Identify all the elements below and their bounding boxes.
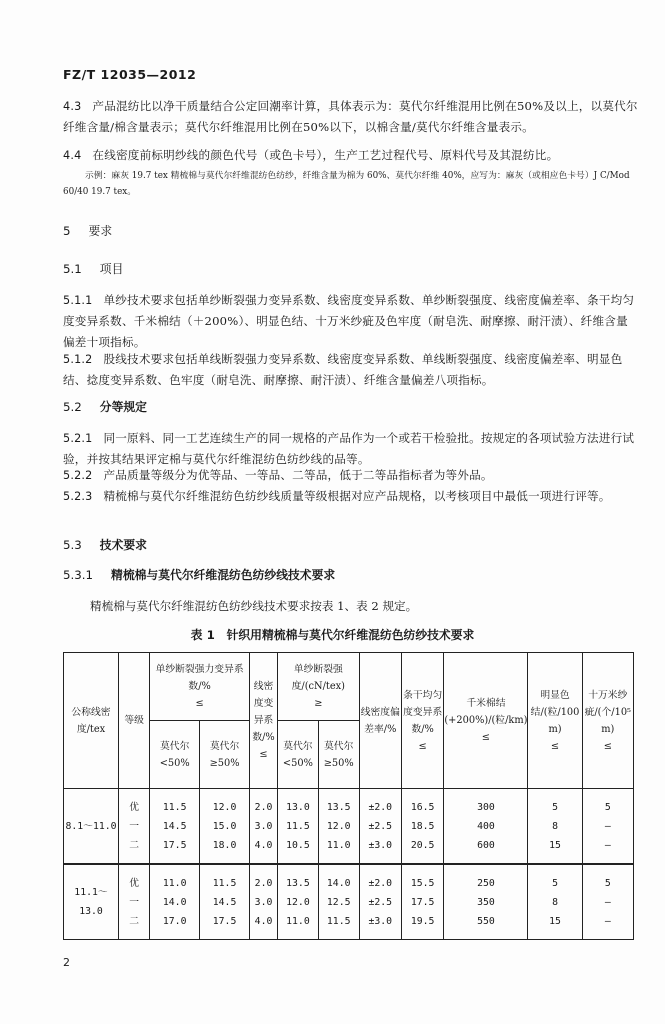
ten_lt-value: 10.5 bbox=[286, 839, 310, 851]
sub-header-modal-ge50: 莫代尔≥50% bbox=[200, 721, 250, 789]
clause-number: 5.2.1 bbox=[63, 432, 93, 445]
col-header-evenness-cv: 条干均匀度变异系数/% ≤ bbox=[401, 653, 443, 789]
cv_lt-cell bbox=[150, 789, 200, 865]
section-5-3-heading: 5.3 技术要求 bbox=[63, 538, 147, 552]
cv_ge-value: 11.5 bbox=[212, 877, 237, 889]
clause-text: 精梳棉与莫代尔纤维混纺色纺纱线质量等级根据对应产品规格，以考核项目中最低一项进行评等。 bbox=[103, 489, 611, 503]
ten_lt-value: 11.0 bbox=[286, 915, 310, 927]
knots-value: 15 bbox=[549, 915, 561, 927]
even-value: 19.5 bbox=[410, 915, 435, 927]
lin-value: 4.0 bbox=[254, 915, 273, 927]
col-header-density-deviation: 线密度偏差率/% bbox=[359, 653, 401, 789]
section-5-1-heading: 5.1 项目 bbox=[63, 262, 124, 276]
cv_lt-value: 17.0 bbox=[162, 915, 187, 927]
lin-cell bbox=[250, 864, 278, 940]
cv_ge-value: 15.0 bbox=[212, 820, 237, 832]
ten_ge-value: 13.5 bbox=[326, 801, 351, 813]
ten_lt-value: 11.5 bbox=[286, 820, 310, 832]
neps-cell bbox=[444, 789, 528, 865]
neps-value: 300 bbox=[477, 801, 495, 813]
neps-cell bbox=[444, 864, 528, 940]
ten_ge-value: 12.0 bbox=[326, 820, 351, 832]
clause-number: 4.3 bbox=[63, 100, 82, 113]
faults-value: — bbox=[604, 839, 611, 851]
clause-5-1-1 bbox=[63, 290, 638, 353]
lin-value: 2.0 bbox=[254, 801, 273, 813]
sub-header-modal-lt50: 莫代尔<50% bbox=[278, 721, 319, 789]
dev-value: ±3.0 bbox=[368, 915, 393, 927]
grades-value: 优 bbox=[129, 877, 140, 889]
clause-5-1-2 bbox=[63, 349, 638, 391]
lin-value: 4.0 bbox=[254, 839, 273, 851]
faults-cell bbox=[582, 789, 633, 865]
grades-value: 二 bbox=[129, 839, 140, 851]
clause-5-2-3 bbox=[63, 486, 638, 507]
density-cell: 11.1～13.0 bbox=[64, 864, 119, 940]
grades-value: 优 bbox=[129, 801, 140, 813]
cv_lt-value: 14.0 bbox=[162, 896, 187, 908]
grades-value: 二 bbox=[129, 915, 140, 927]
sub-header-modal-ge50: 莫代尔≥50% bbox=[318, 721, 359, 789]
faults-value: — bbox=[604, 896, 611, 908]
clause-number: 5.2.3 bbox=[63, 490, 93, 503]
knots-value: 8 bbox=[552, 896, 558, 908]
ten_ge-cell bbox=[318, 789, 359, 865]
cv_ge-value: 17.5 bbox=[212, 915, 237, 927]
lin-value: 3.0 bbox=[254, 896, 273, 908]
standard-code-header: FZ/T 12035—2012 bbox=[63, 67, 197, 82]
col-header-neps: 千米棉结(+200%)/(粒/km) ≤ bbox=[444, 653, 528, 789]
ten_lt-value: 13.5 bbox=[286, 877, 310, 889]
even-cell bbox=[401, 864, 443, 940]
clause-4-3 bbox=[63, 96, 638, 138]
col-header-linear-density-cv: 线密度变异系数/% ≤ bbox=[250, 653, 278, 789]
even-cell bbox=[401, 789, 443, 865]
sub-header-modal-lt50: 莫代尔<50% bbox=[150, 721, 200, 789]
page-number: 2 bbox=[63, 956, 70, 969]
cv_ge-value: 14.5 bbox=[212, 896, 237, 908]
ten_ge-value: 12.5 bbox=[326, 896, 351, 908]
section-5-3-1-heading: 5.3.1 精梳棉与莫代尔纤维混纺色纺纱线技术要求 bbox=[63, 568, 336, 582]
cv_lt-value: 11.5 bbox=[162, 801, 187, 813]
section-5-heading: 5 要求 bbox=[63, 224, 113, 238]
grades-cell bbox=[119, 864, 150, 940]
cv_lt-value: 11.0 bbox=[162, 877, 187, 889]
lin-cell bbox=[250, 789, 278, 865]
dev-value: ±3.0 bbox=[368, 839, 393, 851]
faults-value: 5 bbox=[604, 801, 611, 813]
col-header-density: 公称线密度/tex bbox=[64, 653, 119, 789]
even-value: 17.5 bbox=[410, 896, 435, 908]
dev-value: ±2.0 bbox=[368, 801, 393, 813]
knots-cell bbox=[528, 789, 582, 865]
ten_lt-value: 12.0 bbox=[286, 896, 310, 908]
cv_lt-cell bbox=[150, 864, 200, 940]
ten_ge-value: 11.0 bbox=[326, 839, 351, 851]
neps-value: 550 bbox=[477, 915, 495, 927]
ten_ge-value: 14.0 bbox=[326, 877, 351, 889]
dev-cell bbox=[359, 789, 401, 865]
neps-value: 600 bbox=[477, 839, 495, 851]
section-5-2-heading: 5.2 分等规定 bbox=[63, 400, 147, 414]
dev-cell bbox=[359, 864, 401, 940]
cv_lt-value: 14.5 bbox=[162, 820, 187, 832]
knots-value: 5 bbox=[552, 801, 558, 813]
clause-number: 5.1.2 bbox=[63, 353, 93, 366]
col-header-tenacity: 单纱断裂强度/(cN/tex) ≥ bbox=[278, 653, 360, 721]
clause-number: 4.4 bbox=[63, 149, 82, 162]
technical-requirements-table bbox=[63, 652, 634, 940]
density-cell: 8.1～11.0 bbox=[64, 789, 119, 865]
clause-text: 在线密度前标明纱线的颜色代号（或色卡号），生产工艺过程代号、原料代号及其混纺比。 bbox=[92, 148, 559, 162]
knots-cell bbox=[528, 864, 582, 940]
even-value: 20.5 bbox=[410, 839, 435, 851]
clause-number: 5.2.2 bbox=[63, 469, 93, 482]
lin-value: 3.0 bbox=[254, 820, 273, 832]
ten_lt-cell bbox=[278, 864, 319, 940]
grades-cell bbox=[119, 789, 150, 865]
faults-value: — bbox=[604, 915, 611, 927]
cv_ge-cell bbox=[200, 864, 250, 940]
neps-value: 250 bbox=[477, 877, 495, 889]
col-header-strength-cv: 单纱断裂强力变异系数/% ≤ bbox=[150, 653, 250, 721]
ten_lt-cell bbox=[278, 789, 319, 865]
ten_ge-cell bbox=[318, 864, 359, 940]
knots-value: 8 bbox=[552, 820, 558, 832]
col-header-color-knots: 明显色结/(粒/100 m) ≤ bbox=[528, 653, 582, 789]
clause-5-2-2 bbox=[63, 465, 638, 486]
col-header-grade: 等级 bbox=[119, 653, 150, 789]
col-header-yarn-faults: 十万米纱疵/(个/10⁵ m) ≤ bbox=[582, 653, 633, 789]
example-note: 示例：麻灰 19.7 tex 精梳棉与莫代尔纤维混纺色纺纱，纤维含量为棉为 60%、莫代尔纤维 40%，应写为：麻灰（或相应色卡号）J C/Mod 60/40 19.7 tex。 bbox=[63, 171, 630, 197]
cv_ge-cell bbox=[200, 789, 250, 865]
table-row bbox=[64, 864, 634, 940]
cv_ge-value: 12.0 bbox=[212, 801, 237, 813]
clause-text: 股线技术要求包括单线断裂强力变异系数、线密度变异系数、单线断裂强度、线密度偏差率、明显色结、捻度变异系数、色牢度（耐皂洗、耐摩擦、耐汗渍）、纤维含量偏差八项指标。 bbox=[63, 352, 623, 387]
clause-4-4 bbox=[63, 145, 638, 166]
clause-text: 产品质量等级分为优等品、一等品、二等品，低于二等品指标者为等外品。 bbox=[103, 468, 493, 482]
clause-5-2-1 bbox=[63, 428, 638, 470]
clause-text: 同一原料、同一工艺连续生产的同一规格的产品作为一个或若干检验批。按规定的各项试验方法进行试验，并按其结果评定棉与莫代尔纤维混纺色纺纱线的品等。 bbox=[63, 431, 635, 466]
knots-value: 5 bbox=[552, 877, 558, 889]
clause-text: 产品混纺比以净干质量结合公定回潮率计算，具体表示为：莫代尔纤维混用比例在50%及以上，以莫代尔纤维含量/棉含量表示；莫代尔纤维混用比例在50%以下，以棉含量/莫代尔纤维含量表示。 bbox=[63, 99, 638, 134]
even-value: 16.5 bbox=[410, 801, 435, 813]
ten_ge-value: 11.5 bbox=[326, 915, 351, 927]
table-caption: 表 1 针织用精梳棉与莫代尔纤维混纺色纺纱技术要求 bbox=[190, 628, 475, 642]
table-intro-text: 精梳棉与莫代尔纤维混纺色纺纱线技术要求按表 1、表 2 规定。 bbox=[90, 599, 418, 613]
dev-value: ±2.5 bbox=[368, 896, 393, 908]
cv_lt-value: 17.5 bbox=[162, 839, 187, 851]
even-value: 15.5 bbox=[410, 877, 435, 889]
table-row bbox=[64, 789, 634, 865]
faults-value: — bbox=[604, 820, 611, 832]
grades-value: 一 bbox=[129, 896, 140, 908]
dev-value: ±2.0 bbox=[368, 877, 393, 889]
knots-value: 15 bbox=[549, 839, 561, 851]
neps-value: 400 bbox=[477, 820, 495, 832]
clause-text: 单纱技术要求包括单纱断裂强力变异系数、线密度变异系数、单纱断裂强度、线密度偏差率、条干均匀度变异系数、千米棉结（＋200%）、明显色结、十万米纱疵及色牢度（耐皂洗、耐摩擦、耐汗渍）、纤维含量偏差十项指标。 bbox=[63, 293, 635, 349]
ten_lt-value: 13.0 bbox=[286, 801, 310, 813]
neps-value: 350 bbox=[477, 896, 495, 908]
clause-number: 5.1.1 bbox=[63, 294, 93, 307]
lin-value: 2.0 bbox=[254, 877, 273, 889]
cv_ge-value: 18.0 bbox=[212, 839, 237, 851]
dev-value: ±2.5 bbox=[368, 820, 393, 832]
even-value: 18.5 bbox=[410, 820, 435, 832]
faults-cell bbox=[582, 864, 633, 940]
faults-value: 5 bbox=[604, 877, 611, 889]
grades-value: 一 bbox=[129, 820, 140, 832]
